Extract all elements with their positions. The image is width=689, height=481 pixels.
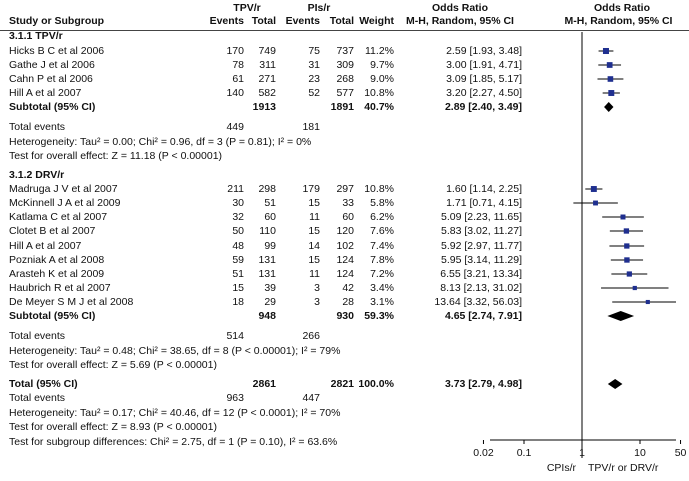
events2: 52 — [308, 87, 320, 99]
study-name: De Meyer S M J et al 2008 — [9, 296, 134, 308]
events2: 179 — [302, 183, 320, 195]
ci-text: 1.71 [0.71, 4.15] — [446, 197, 522, 209]
diamond-marker — [607, 311, 634, 321]
ci-text: 5.09 [2.23, 11.65] — [441, 211, 522, 223]
total1: 131 — [258, 254, 276, 266]
subtotal-weight: 40.7% — [364, 101, 394, 113]
ci-text: 5.83 [3.02, 11.27] — [441, 225, 522, 237]
study-name: Pozniak A et al 2008 — [9, 254, 105, 266]
total2: 120 — [336, 225, 354, 237]
subtotal-label: Subtotal (95% CI) — [9, 101, 96, 113]
events2: 3 — [314, 296, 320, 308]
events1: 32 — [232, 211, 244, 223]
events1: 30 — [232, 197, 244, 209]
ci-text: 1.60 [1.14, 2.25] — [446, 183, 522, 195]
study-marker — [620, 215, 625, 220]
total-events-label: Total events — [9, 121, 66, 133]
study-marker — [633, 286, 637, 290]
subgroup-title: 3.1.1 TPV/r — [9, 30, 63, 42]
weight: 9.7% — [370, 59, 394, 71]
total1: 51 — [264, 197, 276, 209]
total-events-label: Total events — [9, 330, 66, 342]
total2: 124 — [336, 254, 354, 266]
total1: 271 — [258, 73, 276, 85]
x-tick-label: 0.1 — [516, 447, 532, 459]
study-marker — [608, 90, 614, 96]
total2: 42 — [342, 282, 354, 294]
total1: 110 — [259, 225, 276, 237]
diamond-marker — [608, 379, 623, 389]
weight: 6.2% — [370, 211, 394, 223]
events2: 75 — [308, 45, 320, 57]
col-weight-header: Weight — [359, 15, 394, 27]
total-label: Total (95% CI) — [9, 378, 78, 390]
total1: 29 — [264, 296, 276, 308]
events1: 15 — [232, 282, 244, 294]
subtotal-total1: 1913 — [252, 101, 276, 113]
ci-text: 6.55 [3.21, 13.34] — [440, 268, 522, 280]
study-name: McKinnell J A et al 2009 — [9, 197, 121, 209]
total2: 28 — [342, 296, 354, 308]
overall-effect-text: Test for overall effect: Z = 5.69 (P < 0.00001) — [9, 359, 217, 371]
events2: 11 — [309, 268, 320, 280]
col-method-header: M-H, Random, 95% CI — [406, 15, 514, 27]
events1: 59 — [232, 254, 244, 266]
events1: 211 — [227, 183, 244, 195]
total-total2: 2821 — [330, 378, 354, 390]
total1: 60 — [264, 211, 276, 223]
ci-text: 13.64 [3.32, 56.03] — [434, 296, 522, 308]
total2: 102 — [336, 240, 354, 252]
total1: 311 — [259, 59, 276, 71]
x-tick-label: 1 — [579, 447, 585, 459]
events1: 78 — [232, 59, 244, 71]
total2: 737 — [336, 45, 354, 57]
weight: 10.8% — [364, 87, 394, 99]
subtotal-ci: 4.65 [2.74, 7.91] — [444, 310, 522, 322]
study-name: Cahn P et al 2006 — [9, 73, 93, 85]
x-tick-label: 0.02 — [473, 447, 494, 459]
events2: 14 — [308, 240, 320, 252]
total2: 297 — [336, 183, 354, 195]
group2-header: PIs/r — [307, 2, 331, 14]
subtotal-weight: 59.3% — [364, 310, 394, 322]
events1: 51 — [232, 268, 244, 280]
ci-text: 8.13 [2.13, 31.02] — [440, 282, 522, 294]
study-marker — [624, 243, 629, 248]
events2: 15 — [308, 197, 320, 209]
total-events2: 181 — [302, 121, 320, 133]
study-marker — [646, 300, 650, 304]
col-total2-header: Total — [329, 15, 354, 27]
events1: 50 — [232, 225, 244, 237]
events2: 31 — [308, 59, 320, 71]
total-events2: 447 — [302, 392, 320, 404]
total-total1: 2861 — [252, 378, 276, 390]
total-events-label: Total events — [9, 392, 66, 404]
heterogeneity-text: Heterogeneity: Tau² = 0.00; Chi² = 0.96, df = 3 (P = 0.81); I² = 0% — [9, 136, 312, 148]
total-events1: 514 — [226, 330, 244, 342]
subgroup-diff-text: Test for subgroup differences: Chi² = 2.75, df = 1 (P = 0.10), I² = 63.6% — [9, 436, 338, 448]
total1: 298 — [258, 183, 276, 195]
weight: 3.4% — [370, 282, 394, 294]
events1: 48 — [232, 240, 244, 252]
ci-text: 5.92 [2.97, 11.77] — [441, 240, 522, 252]
favours-left-label: CPIs/r — [546, 462, 576, 474]
col-events1-header: Events — [209, 15, 244, 27]
events2: 15 — [308, 254, 320, 266]
x-tick-label: 50 — [674, 447, 687, 459]
study-name: Katlama C et al 2007 — [9, 211, 108, 223]
events1: 61 — [232, 73, 244, 85]
subtotal-total1: 948 — [258, 310, 276, 322]
col-total1-header: Total — [251, 15, 276, 27]
ci-text: 5.95 [3.14, 11.29] — [441, 254, 522, 266]
subgroup-title: 3.1.2 DRV/r — [9, 169, 65, 181]
total2: 33 — [342, 197, 354, 209]
study-marker — [608, 76, 614, 82]
events1: 18 — [232, 296, 244, 308]
study-name: Madruga J V et al 2007 — [9, 183, 118, 195]
events2: 23 — [308, 73, 320, 85]
study-marker — [627, 271, 632, 276]
odds-ratio-header: Odds Ratio — [431, 2, 488, 14]
overall-effect-text: Test for overall effect: Z = 11.18 (P < 0.00001) — [9, 150, 223, 162]
heterogeneity-text: Heterogeneity: Tau² = 0.17; Chi² = 40.46, df = 12 (P < 0.0001); I² = 70% — [9, 407, 341, 419]
col-method-graph-header: M-H, Random, 95% CI — [564, 15, 673, 27]
study-name: Clotet B et al 2007 — [9, 225, 96, 237]
study-name: Hill A et al 2007 — [9, 240, 82, 252]
col-study-header: Study or Subgroup — [9, 15, 105, 27]
total-weight: 100.0% — [358, 378, 394, 390]
total-ci: 3.73 [2.79, 4.98] — [444, 378, 522, 390]
total2: 309 — [336, 59, 354, 71]
total2: 60 — [342, 211, 354, 223]
total1: 582 — [258, 87, 276, 99]
study-marker — [607, 62, 613, 68]
heterogeneity-text: Heterogeneity: Tau² = 0.48; Chi² = 38.65, df = 8 (P < 0.00001); I² = 79% — [9, 345, 341, 357]
study-name: Hicks B C et al 2006 — [9, 45, 105, 57]
weight: 9.0% — [370, 73, 394, 85]
study-name: Hill A et al 2007 — [9, 87, 82, 99]
events2: 3 — [314, 282, 320, 294]
subtotal-label: Subtotal (95% CI) — [9, 310, 96, 322]
study-marker — [603, 48, 609, 54]
events2: 15 — [308, 225, 320, 237]
subtotal-total2: 1891 — [330, 101, 354, 113]
odds-ratio-graph-header: Odds Ratio — [593, 2, 650, 14]
group1-header: TPV/r — [233, 2, 261, 14]
total-events1: 963 — [226, 392, 244, 404]
study-marker — [624, 257, 629, 262]
weight: 7.4% — [370, 240, 394, 252]
subtotal-ci: 2.89 [2.40, 3.49] — [444, 101, 522, 113]
weight: 10.8% — [364, 183, 394, 195]
x-tick-label: 10 — [634, 447, 646, 459]
total2: 124 — [336, 268, 354, 280]
total1: 99 — [264, 240, 276, 252]
weight: 7.6% — [370, 225, 394, 237]
weight: 5.8% — [370, 197, 394, 209]
events2: 11 — [309, 211, 320, 223]
study-name: Haubrich R et al 2007 — [9, 282, 111, 294]
favours-right-label: TPV/r or DRV/r — [588, 462, 659, 474]
weight: 3.1% — [370, 296, 394, 308]
total1: 131 — [258, 268, 276, 280]
ci-text: 3.09 [1.85, 5.17] — [446, 73, 522, 85]
study-name: Arasteh K et al 2009 — [9, 268, 105, 280]
weight: 7.2% — [370, 268, 394, 280]
events1: 170 — [226, 45, 244, 57]
weight: 11.2% — [365, 45, 394, 57]
ci-text: 3.00 [1.91, 4.71] — [446, 59, 522, 71]
total-events1: 449 — [226, 121, 244, 133]
col-events2-header: Events — [285, 15, 320, 27]
total2: 577 — [336, 87, 354, 99]
total1: 39 — [264, 282, 276, 294]
total1: 749 — [258, 45, 276, 57]
study-marker — [593, 201, 598, 206]
total2: 268 — [336, 73, 354, 85]
study-name: Gathe J et al 2006 — [9, 59, 95, 71]
weight: 7.8% — [370, 254, 394, 266]
overall-effect-text: Test for overall effect: Z = 8.93 (P < 0.00001) — [9, 421, 217, 433]
total-events2: 266 — [302, 330, 320, 342]
subtotal-total2: 930 — [336, 310, 354, 322]
study-marker — [591, 186, 597, 192]
diamond-marker — [604, 102, 613, 112]
ci-text: 3.20 [2.27, 4.50] — [446, 87, 522, 99]
study-marker — [624, 228, 629, 233]
events1: 140 — [226, 87, 244, 99]
ci-text: 2.59 [1.93, 3.48] — [446, 45, 522, 57]
